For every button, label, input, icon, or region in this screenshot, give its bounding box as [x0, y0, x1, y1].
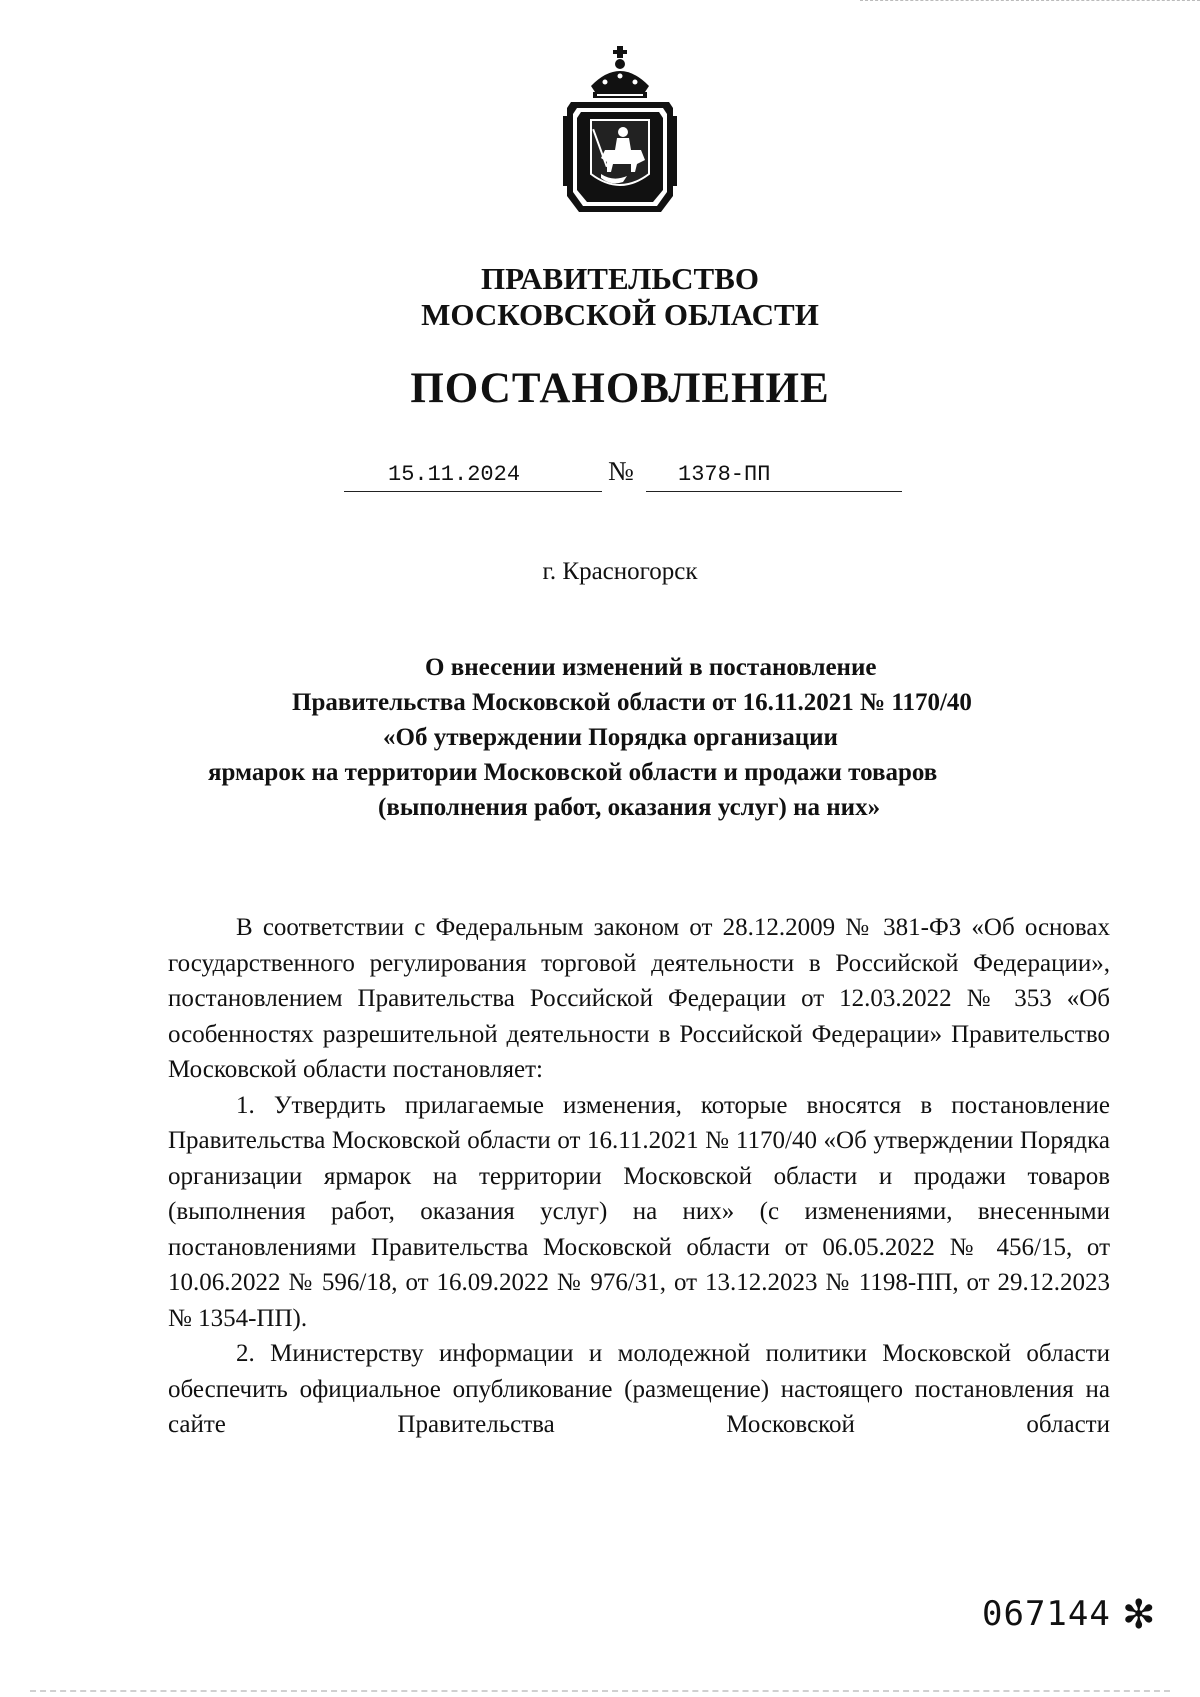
scan-edge-line	[860, 0, 1200, 3]
body-paragraph-1: 1. Утвердить прилагаемые изменения, которые вносятся в постановление Правительства Московской области от 16.11.2021 № 1170/40 «Об утверждении Порядка организации ярмарок на территории Московской области и продажи товаров (выполнения работ, оказания услуг) на них» (с изменениями, внесенными постановлениями Правительства Московской области от 06.05.2022 № 456/15, от 10.06.2022 № 596/18, от 16.09.2022 № 976/31, от 13.12.2023 № 1198-ПП, от 29.12.2023 № 1354-ПП).	[168, 1091, 1110, 1332]
subject-line-2: Правительства Московской области от 16.11.2021 № 1170/40	[292, 689, 972, 716]
city-name: г. Красногорск	[542, 558, 698, 585]
subject-line-5: (выполнения работ, оказания услуг) на них»	[378, 794, 881, 821]
document-number: 1378-ПП	[646, 458, 902, 492]
subject-line-1: О внесении изменений в постановление	[425, 654, 877, 681]
government-name-line-2: МОСКОВСКОЙ ОБЛАСТИ	[421, 297, 819, 332]
subject-line-4: ярмарок на территории Московской области и продажи товаров	[208, 759, 938, 786]
document-type-title: ПОСТАНОВЛЕНИЕ	[410, 365, 830, 412]
coat-of-arms-icon	[561, 46, 679, 216]
footer-asterisk-mark: ✻	[1122, 1592, 1156, 1638]
document-body	[168, 910, 1110, 1443]
subject-line-3: «Об утверждении Порядка организации	[383, 724, 838, 751]
scan-bottom-edge	[30, 1690, 1170, 1694]
document-serial-code: 067144	[982, 1594, 1111, 1634]
number-sign: №	[608, 456, 634, 486]
body-paragraph-preamble: В соответствии с Федеральным законом от 28.12.2009 № 381-ФЗ «Об основах государственного регулирования торговой деятельности в Российской Федерации», постановлением Правительства Российской Федерации от 12.03.2022 № 353 «Об особенностях разрешительной деятельности в Российской Федерации» Правительство Московской области постановляет:	[168, 914, 1110, 1083]
body-paragraph-2: 2. Министерству информации и молодежной политики Московской области обеспечить официальное опубликование (размещение) настоящего постановления на сайте Правительства Московской области	[168, 1340, 1110, 1438]
government-name-line-1: ПРАВИТЕЛЬСТВО	[481, 261, 759, 296]
document-date: 15.11.2024	[344, 458, 602, 492]
